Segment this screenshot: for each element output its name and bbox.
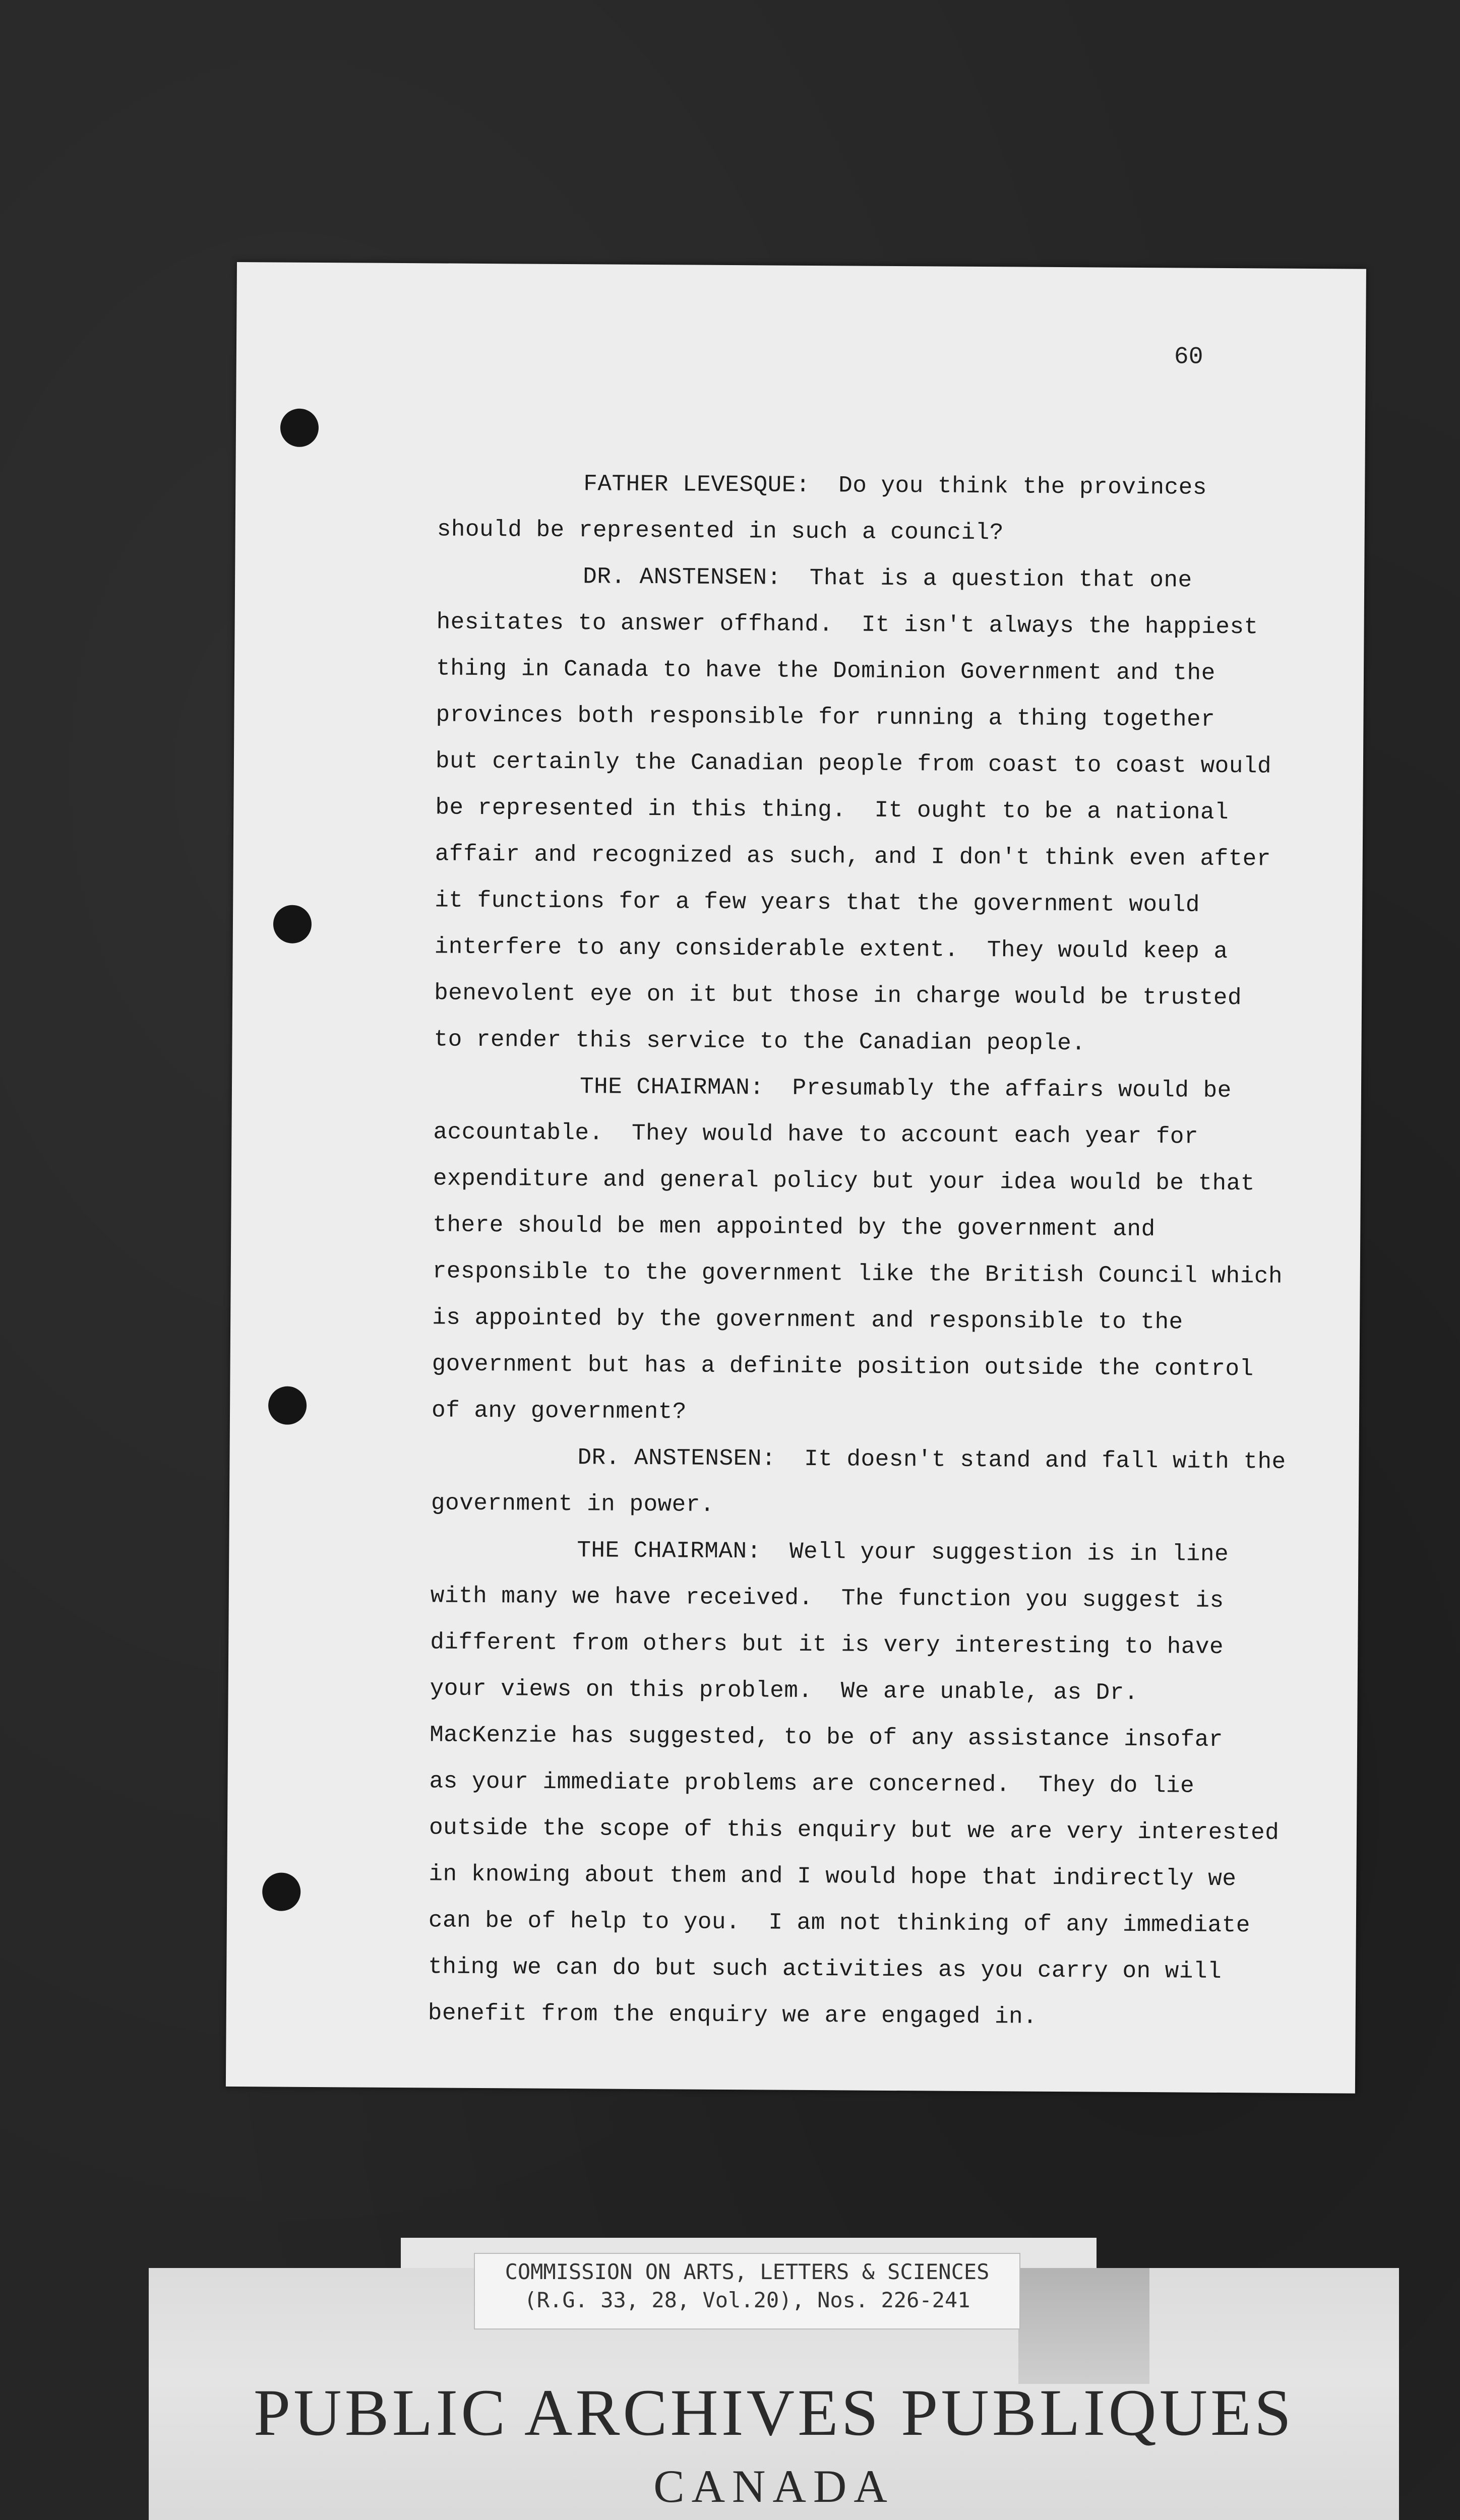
paragraph-anstensen-answer <box>434 552 1304 1067</box>
text-line: there should be men appointed by the government and <box>433 1212 1155 1243</box>
stamp-line-reference: (R.G. 33, 28, Vol.20), Nos. 226-241 <box>524 2288 970 2312</box>
text-line: THE CHAIRMAN: Presumably the affairs would be <box>579 1074 1232 1104</box>
transcript-body <box>428 460 1305 2041</box>
stamp-line-commission: COMMISSION ON ARTS, LETTERS & SCIENCES <box>505 2259 990 2284</box>
text-line: benevolent eye on it but those in charge would be trusted <box>434 980 1242 1012</box>
text-line: accountable. They would have to account each year for <box>433 1119 1199 1150</box>
text-line: different from others but it is very interesting to have <box>430 1629 1224 1661</box>
text-line: in knowing about them and I would hope that indirectly we <box>429 1861 1237 1893</box>
text-line: expenditure and general policy but your idea would be that <box>433 1165 1255 1197</box>
text-line: government but has a definite position outside the control <box>432 1351 1254 1382</box>
text-line: of any government? <box>431 1397 687 1425</box>
text-line: as your immediate problems are concerned. They do lie <box>429 1768 1195 1799</box>
text-line: benefit from the enquiry we are engaged in. <box>428 2000 1038 2030</box>
text-line: be represented in this thing. It ought to be a national <box>435 794 1229 826</box>
text-line: MacKenzie has suggested, to be of any assistance insofar <box>429 1722 1224 1753</box>
text-line: THE CHAIRMAN: Well your suggestion is in line <box>577 1537 1229 1568</box>
archive-reference-stamp <box>474 2253 1020 2329</box>
text-line: your views on this problem. We are unable, as Dr. <box>430 1675 1139 1706</box>
paragraph-levesque-question <box>437 460 1304 558</box>
page-number: 60 <box>1174 343 1203 371</box>
text-line: outside the scope of this enquiry but we are very interested <box>429 1814 1280 1846</box>
text-line: should be represented in such a council? <box>437 516 1004 546</box>
punch-hole <box>268 1386 307 1424</box>
text-line: government in power. <box>431 1490 715 1518</box>
text-line: FATHER LEVESQUE: Do you think the provinces <box>583 471 1207 501</box>
document-page <box>226 262 1366 2094</box>
text-line: with many we have received. The function you suggest is <box>430 1583 1224 1614</box>
text-line: thing we can do but such activities as you carry on will <box>428 1954 1222 1985</box>
text-line: DR. ANSTENSEN: It doesn't stand and fall with the <box>577 1444 1286 1475</box>
punch-hole <box>280 409 319 447</box>
text-line: DR. ANSTENSEN: That is a question that one <box>583 563 1192 594</box>
punch-hole <box>262 1872 300 1911</box>
archive-label-title: PUBLIC ARCHIVES PUBLIQUES <box>253 2375 1295 2449</box>
text-line: is appointed by the government and responsible to the <box>432 1304 1183 1336</box>
paragraph-chairman-accountable <box>432 1062 1301 1438</box>
text-line: it functions for a few years that the government would <box>435 887 1200 918</box>
archive-label-subtitle: CANADA <box>653 2461 894 2512</box>
punch-hole <box>273 905 312 943</box>
paragraph-anstensen-reply <box>431 1433 1299 1532</box>
text-line: but certainly the Canadian people from coast to coast would <box>435 748 1272 780</box>
text-line: hesitates to answer offhand. It isn't always the happiest <box>436 609 1258 641</box>
text-line: thing in Canada to have the Dominion Government and the <box>436 655 1215 686</box>
text-line: provinces both responsible for running a thing together <box>436 702 1215 733</box>
tape-piece <box>1018 2268 1149 2384</box>
paragraph-chairman-closing <box>428 1526 1298 2041</box>
text-line: affair and recognized as such, and I don't think even after <box>435 841 1271 872</box>
text-line: responsible to the government like the British Council which <box>432 1258 1283 1290</box>
text-line: interfere to any considerable extent. They would keep a <box>434 933 1228 965</box>
text-line: to render this service to the Canadian people. <box>434 1026 1086 1057</box>
text-line: can be of help to you. I am not thinking of any immediate <box>428 1907 1251 1939</box>
